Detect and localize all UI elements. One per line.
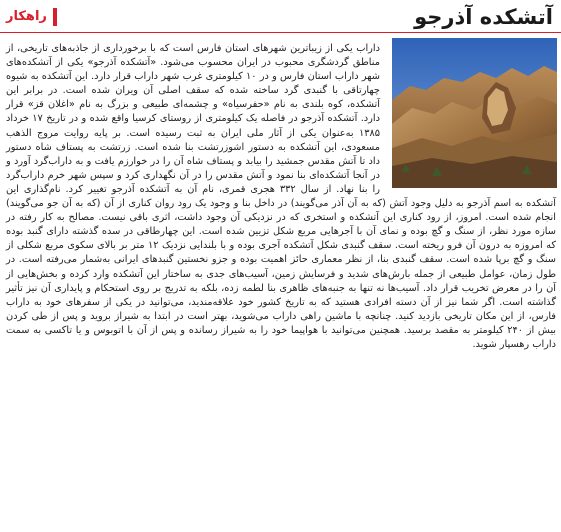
article-body [6, 42, 556, 352]
section-tag [2, 6, 57, 28]
article-title: آتشکده آذرجو [414, 5, 553, 29]
section-tag-label: راهکار [6, 9, 47, 24]
article-header [0, 0, 561, 34]
tag-bar-icon [53, 8, 57, 26]
article-paragraph: داراب یکی از زیباترین شهرهای استان فارس است که با برخورداری از جاذبه‌های تاریخی، از مناطق گردشگری محبوب در ایران محسوب می‌شود. «آتشکده آذرجو» یکی از آتشکده‌های شهر داراب استان فارس و در ۱۰ کیلومتری غرب شهر داراب قرار دارد. این آتشکده به شیوه چهارتاقی با گنبدی گرد ساخته شده که سقف اصلی آن ویران شده است. در برابر این آتشکده، کوه بلندی به نام «حفرسیاه» و چشمه‌ای طبیعی و بزرگ به نام «اغلان قز» قرار دارد. آتشکده آذرجو در فاصله یک کیلومتری از روستای کرسیا واقع شده و در تاریخ ۱۷ خرداد ۱۳۸۵ به‌عنوان یکی از آثار ملی ایران به ثبت رسیده است. بر پایه روایت مروج الذهب مسعودی، این آتشکده به دستور اشوزرتشت بنا شده است. زرتشت به پستاف شاه دستور داد تا آتش مقدس جمشید را بیابد و پستاف شاه آن را در خوارزم یافت و به داراب‌گرد آورد و در آنجا آتشکده‌ای بنا نمود و آتش مقدس را در آن نگهداری کرد و سپس شهر خرم داراب‌گرد را بنا نهاد. از سال ۳۳۲ هجری قمری، نام آن به آتشکده آذرجو تغییر کرد. نام‌گذاری این آتشکده به اسم آذرجو به دلیل وجود آتش (که به آن آذر می‌گویند) در داخل بنا و وجود یک رود روان کناری از آن (که به آن جو می‌گویند) انجام شده است. امروز، از رود کناری این آتشکده و استخری که در نزدیکی آن وجود داشت، اثری باقی نیست. مصالح به کار رفته در سازه مورد نظر، از سنگ و گچ بوده و نمای آن با آجرهایی مربع شکل تزیین شده است. این چهارطاقی در سده گذشته دارای گنبد بوده که امروزه به درون آن فرو ریخته است. سقف گنبدی شکل آتشکده آجری بوده و با بلندایی نزدیک ۱۲ متر بر بالای سکوی مربع شکلی از سنگ و گچ برپا شده است. سقف گنبدی بنا، از نظر معماری حائز اهمیت بوده و جزو نخستین گنبدهای ایرانی به‌شمار می‌رفته است. در طول زمان، عوامل طبیعی از جمله بارش‌های شدید و فرسایش زمین، آسیب‌های جدی به ساختار این آتشکده وارد کرده و بخش‌هایی از آن را در معرض تخریب قرار داد. آسیب‌ها نه تنها به جنبه‌های ظاهری بنا لطمه زده، بلکه به تدریج بر روی استحکام و پایداری آن نیز تأثیر گذاشته است. اگر شما نیز از آن دسته افرادی هستید که به تاریخ کشور خود علاقه‌مندید، می‌توانید در یکی از سفرهای خود به داراب فارس، از این مکان تاریخی بازدید کنید. چنانچه با ماشین راهی داراب می‌شوید، بهتر است در ابتدا به شیراز بروید و پس از طی کردن بیش از ۲۴۰ کیلومتر به مقصد برسید. همچنین می‌توانید با هواپیما خود را به شیراز رسانده و پس از آن با اتوبوس و یا تاکسی به سمت داراب رهسپار شوید. [6, 43, 557, 350]
photo-spacer [386, 42, 556, 194]
header-divider [0, 32, 561, 33]
